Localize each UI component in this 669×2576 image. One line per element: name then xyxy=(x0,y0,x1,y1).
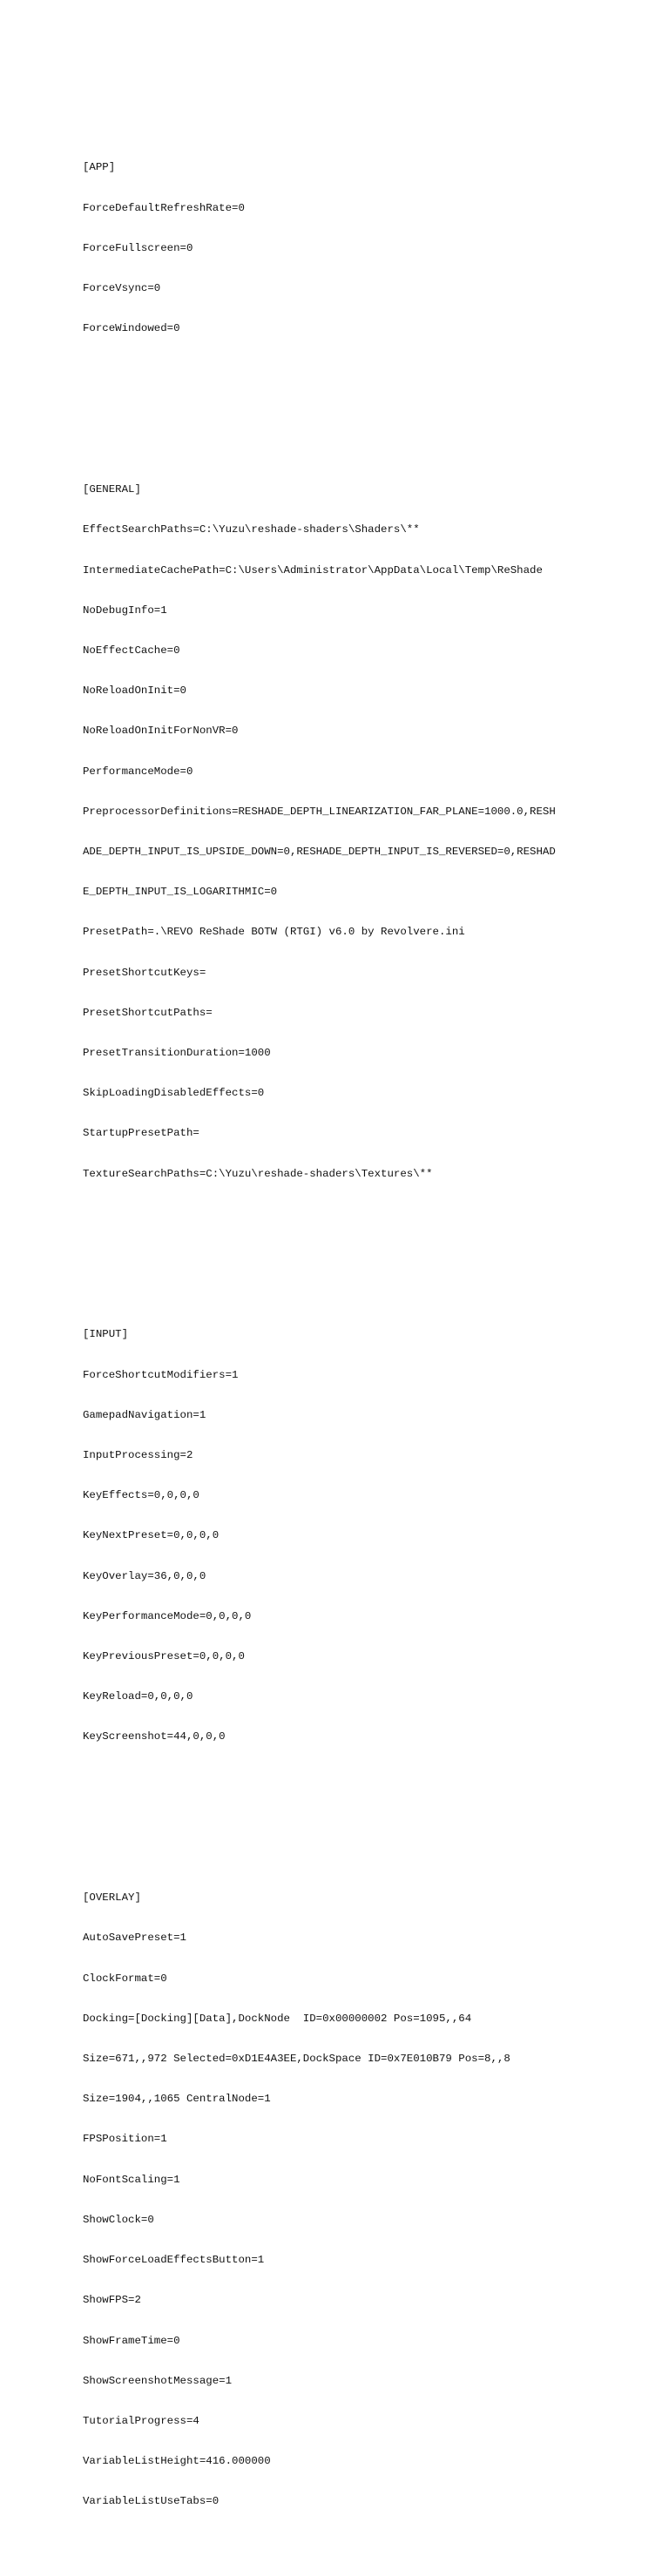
setting-line: ShowFrameTime=0 xyxy=(83,2334,180,2347)
setting-line: VariableListHeight=416.000000 xyxy=(83,2455,271,2468)
setting-line: ShowScreenshotMessage=1 xyxy=(83,2374,233,2387)
setting-line: PresetShortcutKeys= xyxy=(83,966,206,979)
setting-line: AutoSavePreset=1 xyxy=(83,1932,186,1945)
blank-line xyxy=(83,1235,623,1248)
section-input xyxy=(83,1302,623,1771)
setting-line: ForceVsync=0 xyxy=(83,282,161,295)
setting-line: KeyPreviousPreset=0,0,0,0 xyxy=(83,1650,245,1663)
setting-line: NoReloadOnInit=0 xyxy=(83,684,186,698)
setting-line: Size=1904,,1065 CentralNode=1 xyxy=(83,2093,271,2106)
section-header: [APP] xyxy=(83,161,116,174)
blank-line xyxy=(83,1797,623,1811)
setting-line: KeyScreenshot=44,0,0,0 xyxy=(83,1730,226,1743)
setting-line: PreprocessorDefinitions=RESHADE_DEPTH_LINEARIZATION_FAR_PLANE=1000.0,RESH xyxy=(83,805,556,818)
setting-line: GamepadNavigation=1 xyxy=(83,1408,206,1421)
setting-line: NoEffectCache=0 xyxy=(83,644,180,657)
section-header: [INPUT] xyxy=(83,1328,129,1341)
setting-line: IntermediateCachePath=C:\Users\Administrator\AppData\Local\Temp\ReShade xyxy=(83,563,543,577)
setting-line: ShowFPS=2 xyxy=(83,2294,141,2307)
section-header: [OVERLAY] xyxy=(83,1892,141,1905)
setting-line: ForceFullscreen=0 xyxy=(83,241,193,254)
setting-line: Docking=[Docking][Data],DockNode ID=0x00000002 Pos=1095,,64 xyxy=(83,2012,472,2025)
setting-line: KeyOverlay=36,0,0,0 xyxy=(83,1569,206,1582)
setting-line: ADE_DEPTH_INPUT_IS_UPSIDE_DOWN=0,RESHADE_DEPTH_INPUT_IS_REVERSED=0,RESHAD xyxy=(83,845,556,858)
section-overlay xyxy=(83,1865,623,2535)
setting-line: E_DEPTH_INPUT_IS_LOGARITHMIC=0 xyxy=(83,886,278,899)
setting-line: PerformanceMode=0 xyxy=(83,765,193,778)
setting-line: NoReloadOnInitForNonVR=0 xyxy=(83,725,239,738)
setting-line: KeyPerformanceMode=0,0,0,0 xyxy=(83,1609,252,1622)
setting-line: NoDebugInfo=1 xyxy=(83,604,167,617)
setting-line: TextureSearchPaths=C:\Yuzu\reshade-shaders\Textures\** xyxy=(83,1167,433,1180)
setting-line: InputProcessing=2 xyxy=(83,1449,193,1461)
setting-line: ForceShortcutModifiers=1 xyxy=(83,1368,239,1381)
setting-line: NoFontScaling=1 xyxy=(83,2173,180,2186)
setting-line: ForceWindowed=0 xyxy=(83,322,180,335)
setting-line: ClockFormat=0 xyxy=(83,1972,167,1985)
setting-line: VariableListUseTabs=0 xyxy=(83,2495,220,2508)
setting-line: KeyNextPreset=0,0,0,0 xyxy=(83,1529,220,1542)
setting-line: PresetPath=.\REVO ReShade BOTW (RTGI) v6.0 by Revolvere.ini xyxy=(83,926,465,939)
section-app xyxy=(83,135,623,363)
setting-line: KeyReload=0,0,0,0 xyxy=(83,1690,193,1703)
setting-line: ShowClock=0 xyxy=(83,2213,154,2226)
setting-line: TutorialProgress=4 xyxy=(83,2414,199,2427)
setting-line: Size=671,,972 Selected=0xD1E4A3EE,DockSpace ID=0x7E010B79 Pos=8,,8 xyxy=(83,2053,510,2066)
blank-line xyxy=(83,389,623,402)
setting-line: FPSPosition=1 xyxy=(83,2133,167,2146)
ini-text-document xyxy=(83,81,623,2576)
section-header: [GENERAL] xyxy=(83,483,141,496)
setting-line: EffectSearchPaths=C:\Yuzu\reshade-shaders\Shaders\** xyxy=(83,523,420,536)
setting-line: SkipLoadingDisabledEffects=0 xyxy=(83,1087,265,1100)
setting-line: PresetTransitionDuration=1000 xyxy=(83,1046,271,1059)
setting-line: KeyEffects=0,0,0,0 xyxy=(83,1489,199,1502)
setting-line: ForceDefaultRefreshRate=0 xyxy=(83,201,245,214)
setting-line: PresetShortcutPaths= xyxy=(83,1006,213,1019)
setting-line: ShowForceLoadEffectsButton=1 xyxy=(83,2254,265,2267)
setting-line: StartupPresetPath= xyxy=(83,1127,199,1140)
section-general xyxy=(83,456,623,1207)
